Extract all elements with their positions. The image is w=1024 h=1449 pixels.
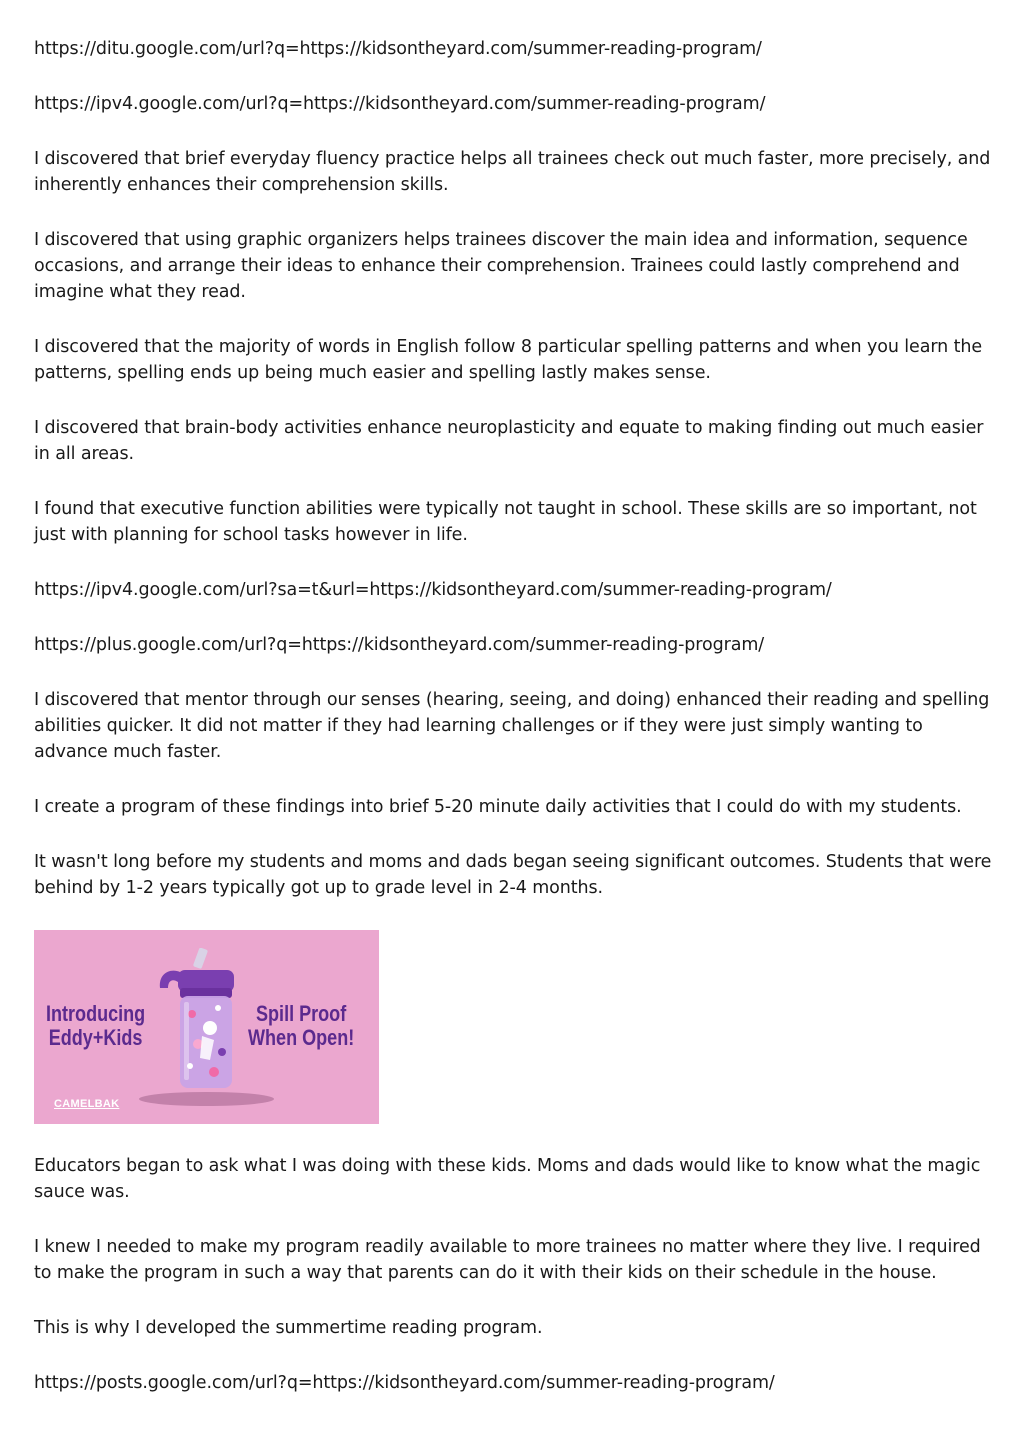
- link-text[interactable]: https://ipv4.google.com/url?sa=t&url=https://kidsontheyard.com/summer-reading-program/: [34, 580, 832, 600]
- link-text[interactable]: https://plus.google.com/url?q=https://kidsontheyard.com/summer-reading-program/: [34, 635, 765, 655]
- document-body: [34, 36, 994, 1425]
- paragraph-senses: I discovered that mentor through our senses (hearing, seeing, and doing) enhanced their reading and spelling abilities quicker. It did not matter if they had learning challenges or if they were just simply wanting to advance much faster.: [34, 690, 990, 762]
- ad-headline-right-line1: Spill Proof: [256, 1001, 347, 1026]
- paragraph-availability: I knew I needed to make my program readily available to more trainees no matter where they live. I required to make the program in such a way that parents can do it with their kids on their schedule in the house.: [34, 1237, 981, 1283]
- link-ditu[interactable]: [34, 36, 994, 62]
- paragraph-educators: Educators began to ask what I was doing with these kids. Moms and dads would like to know what the magic sauce was.: [34, 1156, 981, 1202]
- ad-headline-left-line2: Eddy+Kids: [48, 1025, 143, 1050]
- water-bottle-icon: [152, 948, 262, 1098]
- link-ipv4-q[interactable]: [34, 91, 994, 117]
- ad-headline-left: [46, 1002, 145, 1050]
- paragraph-graphic-organizers: I discovered that using graphic organizers helps trainees discover the main idea and information, sequence occasions, and arrange their ideas to enhance their comprehension. Trainees could lastly comprehend and imagine what they read.: [34, 230, 968, 302]
- link-text[interactable]: https://ipv4.google.com/url?q=https://kidsontheyard.com/summer-reading-program/: [34, 94, 766, 114]
- paragraph-spelling-patterns: I discovered that the majority of words in English follow 8 particular spelling patterns and when you learn the patterns, spelling ends up being much easier and spelling lastly makes sense.: [34, 337, 983, 383]
- link-ipv4-sa[interactable]: [34, 577, 994, 603]
- link-plus[interactable]: [34, 632, 994, 658]
- camelbak-logo: CAMELBAK: [54, 1098, 120, 1110]
- paragraph-why: This is why I developed the summertime reading program.: [34, 1318, 543, 1338]
- ad-headline-right-line2: When Open!: [248, 1025, 355, 1050]
- link-text[interactable]: https://ditu.google.com/url?q=https://kidsontheyard.com/summer-reading-program/: [34, 39, 762, 59]
- paragraph-executive-function: I found that executive function abilities were typically not taught in school. These skills are so important, not just with planning for school tasks however in life.: [34, 499, 977, 545]
- paragraph-program: I create a program of these findings into brief 5-20 minute daily activities that I could do with my students.: [34, 797, 962, 817]
- ad-headline-right: [248, 1002, 354, 1050]
- ad-headline-left-line1: Introducing: [46, 1001, 146, 1026]
- paragraph-brain-body: I discovered that brain-body activities enhance neuroplasticity and equate to making finding out much easier in all areas.: [34, 418, 984, 464]
- paragraph-outcomes: It wasn't long before my students and moms and dads began seeing significant outcomes. Students that were behind by 1-2 years typically got up to grade level in 2-4 months.: [34, 852, 992, 898]
- camelbak-ad-image[interactable]: [34, 930, 379, 1124]
- link-posts[interactable]: [34, 1370, 994, 1396]
- paragraph-fluency: I discovered that brief everyday fluency practice helps all trainees check out much faster, more precisely, and inherently enhances their comprehension skills.: [34, 149, 991, 195]
- link-text[interactable]: https://posts.google.com/url?q=https://kidsontheyard.com/summer-reading-program/: [34, 1373, 775, 1393]
